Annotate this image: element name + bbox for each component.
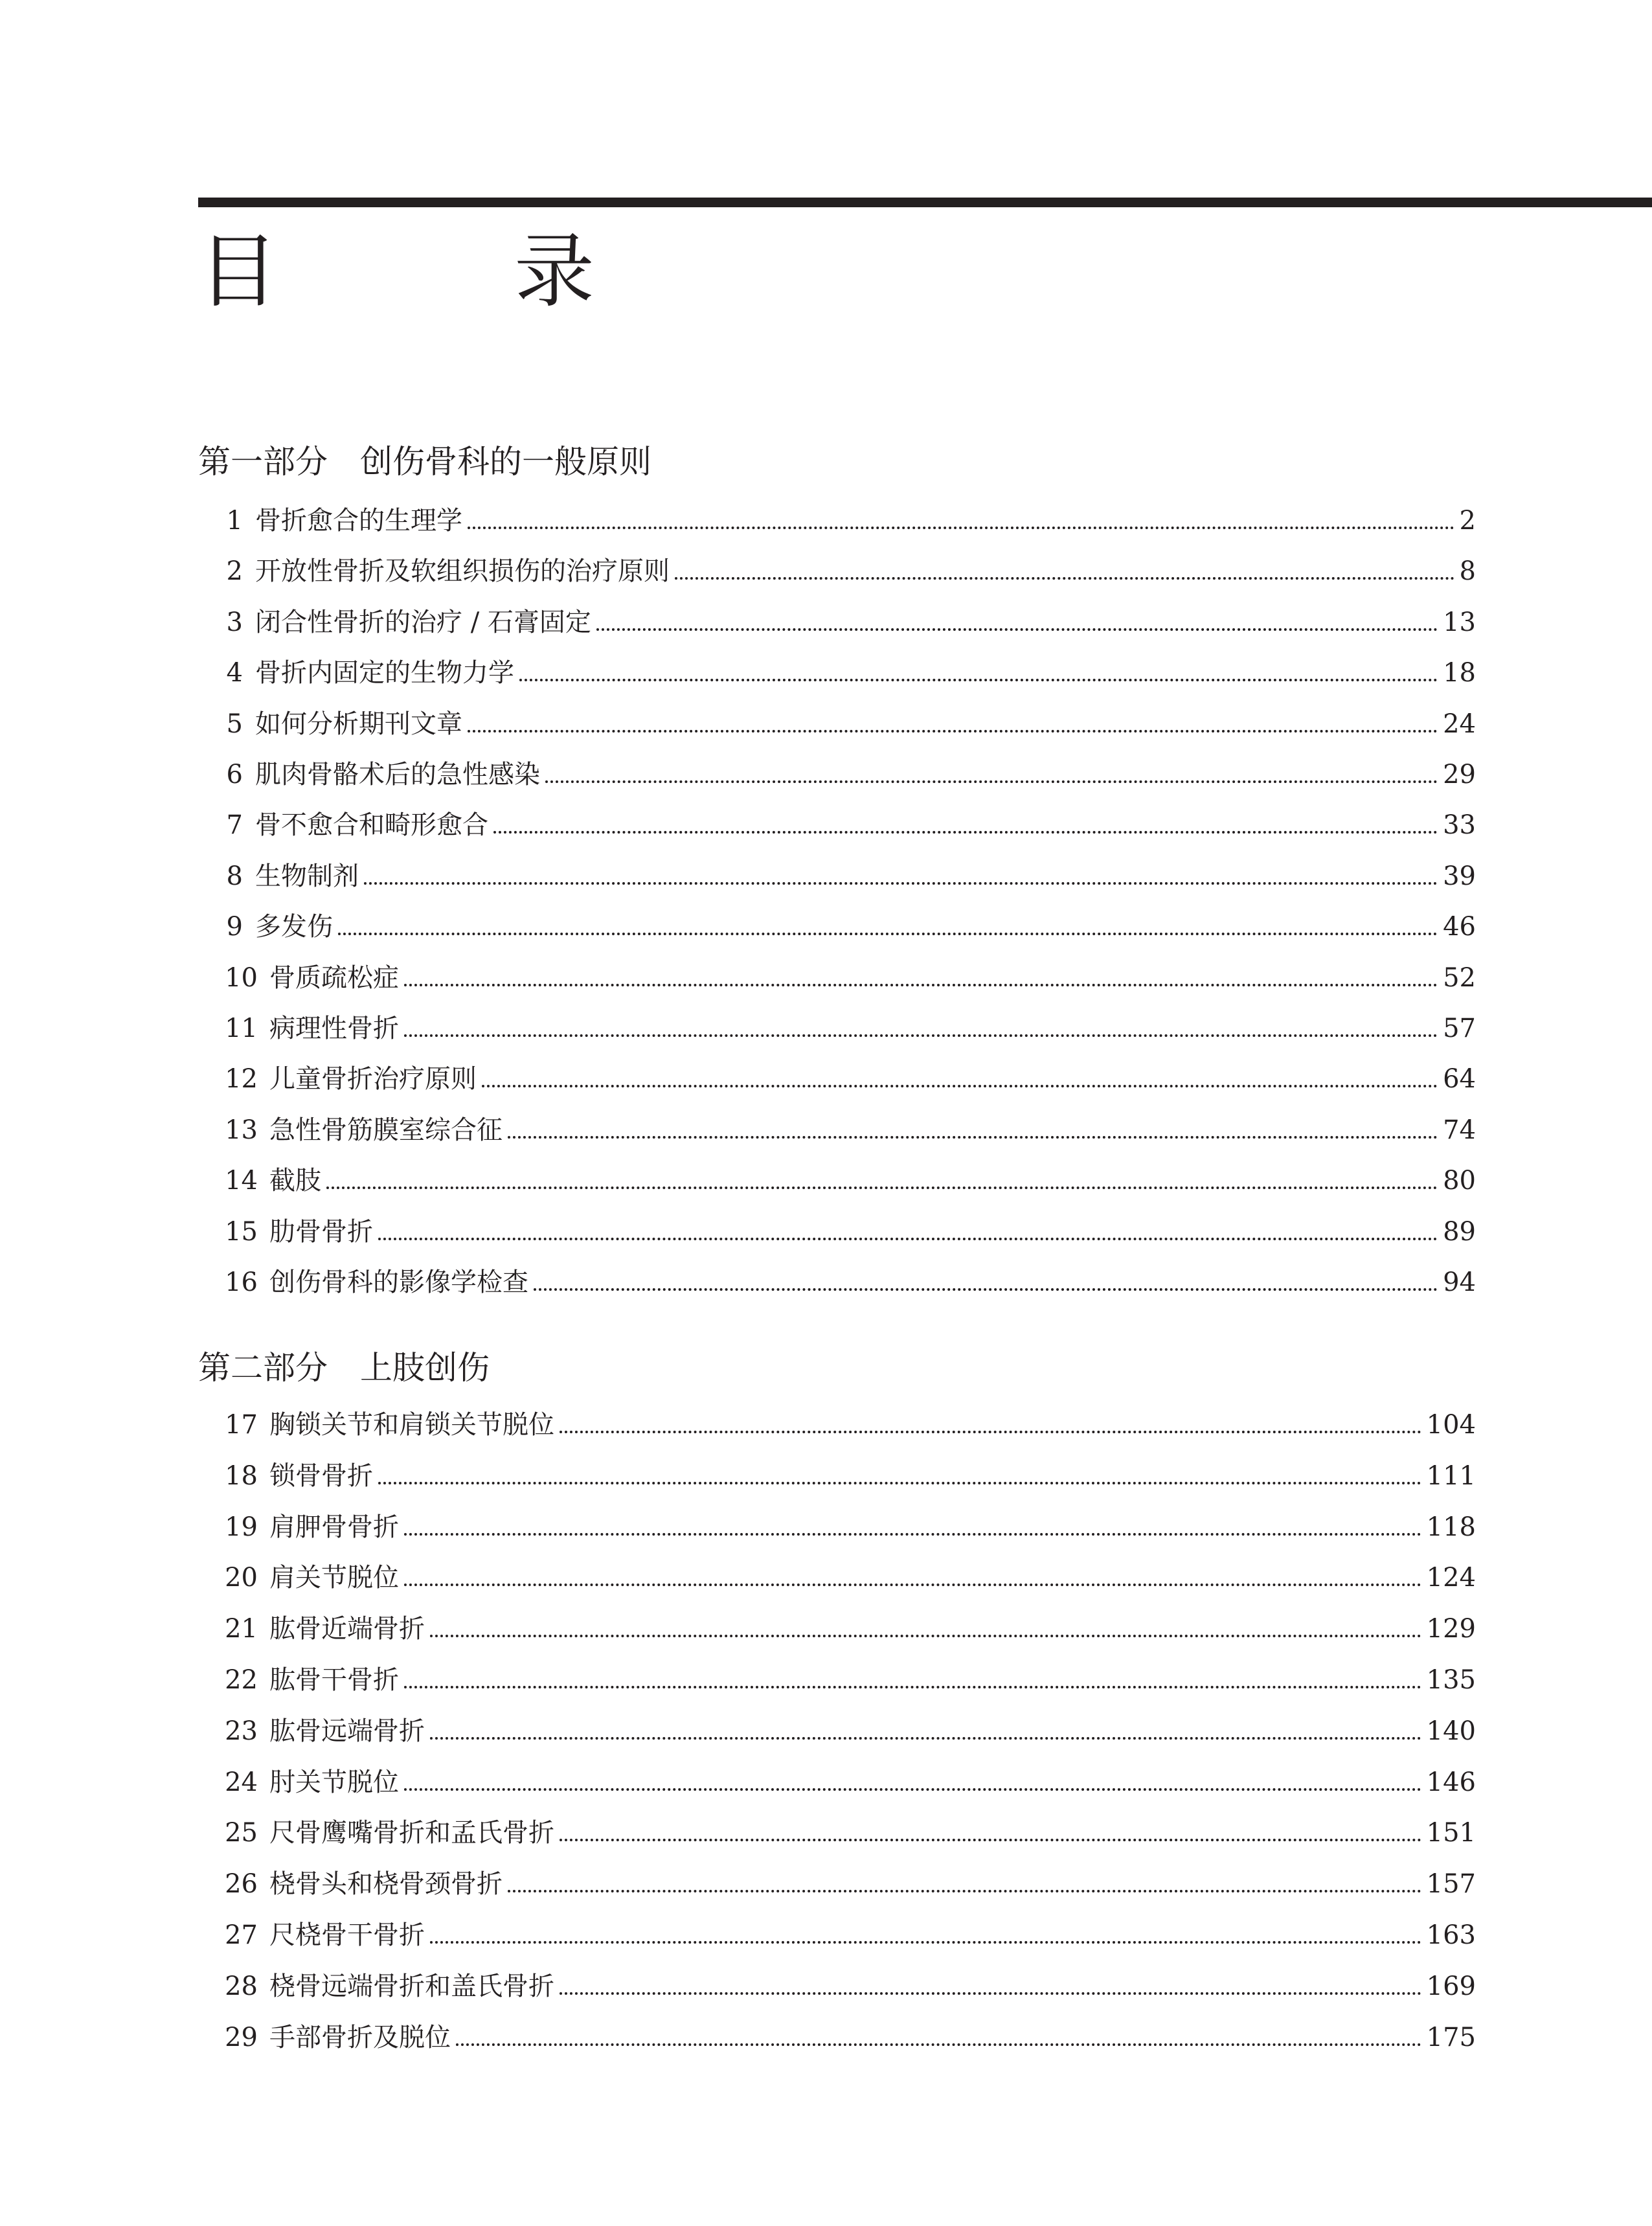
dot-leader [456,2043,1421,2046]
dot-leader [404,1686,1421,1688]
part-label: 第二部分 [198,1349,328,1387]
dot-leader [596,628,1438,631]
entry-page-number: 24 [1443,709,1476,739]
entry-page-number: 118 [1426,1512,1476,1542]
entry-title: 闭合性骨折的治疗 / 石膏固定 [255,607,591,637]
entry-title: 开放性骨折及软组织损伤的治疗原则 [255,556,670,587]
entry-title: 肌肉骨骼术后的急性感染 [255,760,540,789]
entry-title: 肩关节脱位 [269,1563,399,1593]
entry-number: 8 [226,861,243,891]
entry-page-number: 2 [1459,506,1476,536]
dot-leader [404,984,1438,986]
entry-title: 肱骨远端骨折 [269,1716,425,1746]
part-title: 上肢创伤 [360,1349,490,1387]
dot-leader [675,577,1454,580]
toc-entry[interactable] [194,2015,1476,2060]
entry-title: 截肢 [269,1166,321,1196]
entry-title: 多发伤 [255,912,333,942]
entry-number: 5 [226,709,243,739]
entry-title: 急性骨筋膜室综合征 [269,1115,503,1145]
entry-title: 病理性骨折 [269,1014,399,1043]
entry-page-number: 46 [1443,912,1476,942]
toc-entry[interactable] [194,955,1476,1001]
dot-leader [468,730,1438,733]
entry-title: 生物制剂 [255,861,359,891]
entry-page-number: 39 [1443,861,1476,891]
toc-entry[interactable] [194,1913,1476,1958]
toc-entry[interactable] [194,701,1476,747]
entry-page-number: 169 [1426,1971,1476,2001]
dot-leader [430,1941,1421,1944]
entry-number: 28 [225,1971,258,2001]
toc-entry[interactable] [194,1505,1476,1550]
dot-leader [545,780,1438,783]
toc-entry[interactable] [194,904,1476,949]
entry-number: 23 [225,1716,258,1746]
part-heading [198,1339,490,1397]
entry-page-number: 8 [1459,556,1476,587]
entry-number: 18 [225,1460,258,1491]
dot-leader [430,1635,1421,1637]
entry-number: 22 [225,1665,258,1695]
entry-number: 12 [225,1064,258,1095]
entry-page-number: 140 [1426,1716,1476,1746]
entry-page-number: 129 [1426,1614,1476,1644]
entry-page-number: 57 [1443,1014,1476,1043]
entry-title: 手部骨折及脱位 [269,2022,451,2052]
dot-leader [560,1839,1421,1841]
entry-title: 儿童骨折治疗原则 [269,1064,477,1095]
entry-title: 尺桡骨干骨折 [269,1920,425,1950]
entry-number: 25 [225,1818,258,1848]
toc-entry[interactable] [194,1006,1476,1051]
entry-number: 7 [226,810,243,841]
entry-title: 肩胛骨骨折 [269,1512,399,1542]
entry-number: 9 [226,912,243,942]
toc-entry[interactable] [194,1810,1476,1856]
entry-number: 11 [225,1014,258,1043]
entry-number: 15 [225,1216,258,1247]
dot-leader [508,1890,1421,1892]
entry-number: 13 [225,1115,258,1145]
dot-leader [326,1187,1438,1189]
entry-page-number: 74 [1443,1115,1476,1145]
toc-entry[interactable] [194,498,1476,543]
toc-entry[interactable] [194,1158,1476,1203]
entry-number: 21 [225,1614,258,1644]
toc-entry[interactable] [194,1760,1476,1805]
top-rule [198,198,1652,207]
entry-number: 14 [225,1166,258,1196]
toc-entry[interactable] [194,1861,1476,1907]
entry-title: 骨折愈合的生理学 [255,506,462,536]
entry-page-number: 163 [1426,1920,1476,1950]
entry-number: 3 [226,607,243,637]
entry-title: 骨折内固定的生物力学 [255,658,514,688]
entry-title: 骨不愈合和畸形愈合 [255,810,488,841]
entry-title: 骨质疏松症 [269,962,399,993]
dot-leader [468,527,1454,529]
toc-entry[interactable] [194,854,1476,899]
toc-entry[interactable] [194,1964,1476,2009]
dot-leader [508,1136,1438,1139]
dot-leader [560,1992,1421,1995]
entry-page-number: 64 [1443,1064,1476,1095]
toc-entry[interactable] [194,1453,1476,1499]
entry-number: 1 [226,506,243,536]
toc-entry[interactable] [194,752,1476,797]
entry-number: 4 [226,658,243,688]
toc-entry[interactable] [194,1402,1476,1448]
part-label: 第一部分 [198,443,328,481]
dot-leader [404,1034,1438,1037]
entry-page-number: 94 [1443,1267,1476,1297]
toc-entry[interactable] [194,1606,1476,1652]
toc-entry[interactable] [194,650,1476,696]
entry-page-number: 89 [1443,1216,1476,1247]
dot-leader [519,679,1438,681]
entry-page-number: 124 [1426,1563,1476,1593]
entry-page-number: 104 [1426,1410,1476,1440]
entry-number: 20 [225,1563,258,1593]
page-title: 目 录 [198,225,673,319]
toc-entry[interactable] [194,1056,1476,1102]
dot-leader [430,1737,1421,1740]
entry-page-number: 18 [1443,658,1476,688]
dot-leader [534,1288,1438,1291]
entry-page-number: 111 [1426,1460,1476,1491]
entry-title: 肋骨骨折 [269,1216,373,1247]
entry-title: 胸锁关节和肩锁关节脱位 [269,1410,554,1440]
entry-page-number: 33 [1443,810,1476,841]
dot-leader [378,1238,1438,1240]
toc-entry[interactable] [194,1260,1476,1305]
entry-number: 17 [225,1410,258,1440]
dot-leader [404,1584,1421,1586]
dot-leader [404,1788,1421,1791]
entry-page-number: 80 [1443,1166,1476,1196]
part-title: 创伤骨科的一般原则 [360,443,651,481]
entry-title: 桡骨头和桡骨颈骨折 [269,1869,503,1900]
entry-number: 19 [225,1512,258,1542]
entry-number: 26 [225,1869,258,1900]
entry-number: 6 [226,760,243,789]
entry-page-number: 135 [1426,1665,1476,1695]
entry-number: 24 [225,1767,258,1797]
dot-leader [560,1431,1421,1433]
toc-entry[interactable] [194,600,1476,645]
dot-leader [338,933,1438,935]
entry-title: 肱骨近端骨折 [269,1614,425,1644]
entry-page-number: 29 [1443,760,1476,789]
entry-title: 肱骨干骨折 [269,1665,399,1695]
entry-page-number: 52 [1443,962,1476,993]
entry-page-number: 175 [1426,2022,1476,2052]
dot-leader [482,1085,1438,1087]
toc-entry[interactable] [194,802,1476,848]
toc-entry[interactable] [194,1555,1476,1600]
entry-page-number: 157 [1426,1869,1476,1900]
entry-page-number: 13 [1443,607,1476,637]
dot-leader [378,1482,1421,1484]
entry-title: 肘关节脱位 [269,1767,399,1797]
dot-leader [404,1533,1421,1536]
toc-entry[interactable] [194,1107,1476,1153]
entry-page-number: 146 [1426,1767,1476,1797]
entry-number: 27 [225,1920,258,1950]
entry-number: 29 [225,2022,258,2052]
entry-number: 2 [226,556,243,587]
entry-number: 10 [225,962,258,993]
entry-title: 创伤骨科的影像学检查 [269,1267,528,1297]
entry-number: 16 [225,1267,258,1297]
entry-title: 尺骨鹰嘴骨折和孟氏骨折 [269,1818,554,1848]
dot-leader [364,882,1438,885]
entry-title: 锁骨骨折 [269,1460,373,1491]
entry-page-number: 151 [1426,1818,1476,1848]
toc-entry[interactable] [194,1657,1476,1703]
toc-entry[interactable] [194,549,1476,594]
dot-leader [493,831,1438,834]
part-heading [198,433,651,491]
entry-title: 桡骨远端骨折和盖氏骨折 [269,1971,554,2001]
toc-entry[interactable] [194,1709,1476,1754]
entry-title: 如何分析期刊文章 [255,709,462,739]
toc-entry[interactable] [194,1209,1476,1255]
